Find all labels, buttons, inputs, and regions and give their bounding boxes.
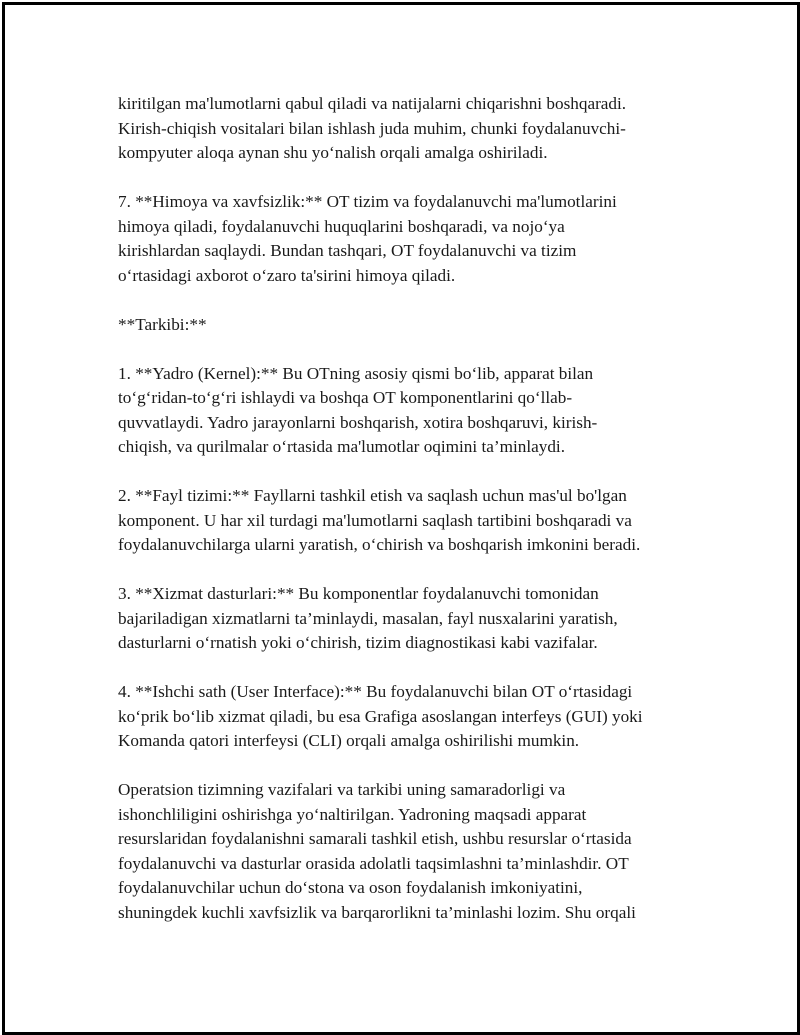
text-line: o‘rtasidagi axborot o‘zaro ta'sirini himoya qiladi. (118, 265, 456, 285)
paragraph-security (118, 190, 684, 288)
text-line: Kirish-chiqish vositalari bilan ishlash juda muhim, chunki foydalanuvchi- (118, 118, 626, 138)
text-line: 4. **Ishchi sath (User Interface):** Bu foydalanuvchi bilan OT o‘rtasidagi (118, 682, 633, 701)
paragraph-conclusion (118, 778, 684, 925)
text-line: kompyuter aloqa aynan shu yo‘nalish orqali amalga oshiriladi. (118, 143, 548, 162)
paragraph-utilities (118, 582, 684, 656)
text-line: himoya qiladi, foydalanuvchi huquqlarini boshqaradi, va nojo‘ya (118, 216, 565, 236)
text-line: ko‘prik bo‘lib xizmat qiladi, bu esa Grafiga asoslangan interfeys (GUI) yoki (118, 706, 643, 726)
text-line: Komanda qatori interfeysi (CLI) orqali amalga oshirilishi mumkin. (118, 731, 580, 750)
text-line: foydalanuvchi va dasturlar orasida adolatli taqsimlashni ta’minlashdir. OT (118, 853, 629, 873)
text-line: resurslaridan foydalanishni samarali tashkil etish, ushbu resurslar o‘rtasida (118, 829, 632, 848)
text-line: quvvatlaydi. Yadro jarayonlarni boshqarish, xotira boshqaruvi, kirish- (118, 412, 598, 432)
text-line: **Tarkibi:** (118, 314, 207, 334)
text-line: ishonchliligini oshirishga yo‘naltirilgan. Yadroning maqsadi apparat (118, 804, 587, 824)
paragraph-user-interface (118, 680, 684, 754)
text-line: chiqish, va qurilmalar o‘rtasida ma'lumotlar oqimini ta’minlaydi. (118, 437, 566, 456)
document-body (118, 92, 684, 950)
text-line: foydalanuvchilarga ularni yaratish, o‘chirish va boshqarish imkonini beradi. (118, 535, 641, 554)
text-line: Operatsion tizimning vazifalari va tarkibi uning samaradorligi va (118, 780, 566, 799)
paragraph-kernel (118, 362, 684, 460)
paragraph-io-continuation (118, 92, 684, 166)
text-line: 2. **Fayl tizimi:** Fayllarni tashkil etish va saqlash uchun mas'ul bo'lgan (118, 486, 627, 505)
text-line: kirishlardan saqlaydi. Bundan tashqari, OT foydalanuvchi va tizim (118, 241, 577, 260)
paragraph-file-system (118, 484, 684, 558)
text-line: shuningdek kuchli xavfsizlik va barqarorlikni ta’minlashi lozim. Shu orqali (118, 902, 636, 922)
text-line: 3. **Xizmat dasturlari:** Bu komponentlar foydalanuvchi tomonidan (118, 584, 599, 603)
text-line: kiritilgan ma'lumotlarni qabul qiladi va natijalarni chiqarishni boshqaradi. (118, 94, 627, 113)
section-heading-tarkibi (118, 313, 684, 338)
text-line: 7. **Himoya va xavfsizlik:** OT tizim va foydalanuvchi ma'lumotlarini (118, 192, 617, 211)
text-line: dasturlarni o‘rnatish yoki o‘chirish, tizim diagnostikasi kabi vazifalar. (118, 633, 598, 652)
text-line: 1. **Yadro (Kernel):** Bu OTning asosiy qismi bo‘lib, apparat bilan (118, 363, 594, 383)
text-line: bajariladigan xizmatlarni ta’minlaydi, masalan, fayl nusxalarini yaratish, (118, 608, 618, 628)
text-line: komponent. U har xil turdagi ma'lumotlarni saqlash tartibini boshqaradi va (118, 510, 632, 530)
text-line: foydalanuvchilar uchun do‘stona va oson foydalanish imkoniyatini, (118, 878, 583, 897)
text-line: to‘g‘ridan-to‘g‘ri ishlaydi va boshqa OT komponentlarini qo‘llab- (118, 388, 573, 407)
